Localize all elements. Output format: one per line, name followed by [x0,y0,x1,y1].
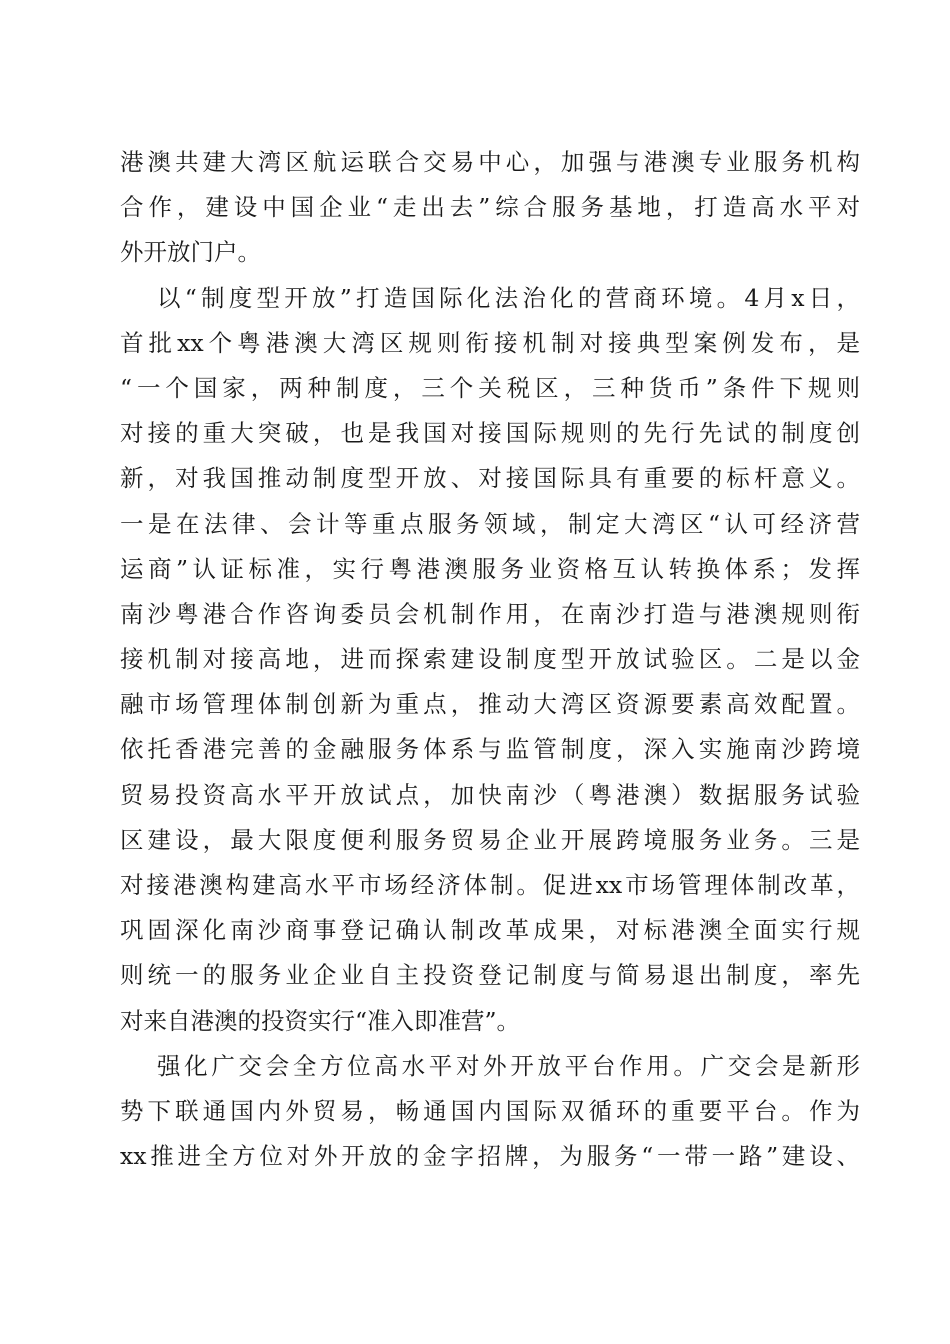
text-line: 势下联通国内外贸易，畅通国内国际双循环的重要平台。作为 [120,1096,860,1125]
body-text [120,140,860,1179]
text-line: 贸易投资高水平开放试点，加快南沙（粤港澳）数据服务试验 [120,780,860,809]
text-line: 巩固深化南沙商事登记确认制改革成果，对标港澳全面实行规 [120,916,860,945]
text-line: 港澳共建大湾区航运联合交易中心，加强与港澳专业服务机构 [120,148,860,176]
text-line: 新，对我国推动制度型开放、对接国际具有重要的标杆意义。 [120,464,860,493]
text-line: 对接的重大突破，也是我国对接国际规则的先行先试的制度创 [120,419,860,448]
text-line: 依托香港完善的金融服务体系与监管制度，深入实施南沙跨境 [120,735,860,764]
text-line: xx推进全方位对外开放的金字招牌，为服务“一带一路”建设、 [120,1142,860,1171]
text-line: 首批xx个粤港澳大湾区规则衔接机制对接典型案例发布，是 [120,328,860,357]
text-line: “一个国家，两种制度，三个关税区，三种货币”条件下规则 [120,373,860,402]
text-line: 融市场管理体制创新为重点，推动大湾区资源要素高效配置。 [120,690,860,719]
text-line: 对接港澳构建高水平市场经济体制。促进xx市场管理体制改革， [120,871,860,899]
text-line: 区建设，最大限度便利服务贸易企业开展跨境服务业务。三是 [120,825,860,854]
text-line: 南沙粤港合作咨询委员会机制作用，在南沙打造与港澳规则衔 [120,599,860,628]
paragraph-heading-line: 强化广交会全方位高水平对外开放平台作用。广交会是新形 [157,1051,860,1080]
text-line: 对来自港澳的投资实行“准入即准营”。 [120,1006,521,1035]
text-line: 接机制对接高地，进而探索建设制度型开放试验区。二是以金 [120,645,860,674]
text-line: 则统一的服务业企业自主投资登记制度与简易退出制度，率先 [120,961,860,990]
text-line: 运商”认证标准，实行粤港澳服务业资格互认转换体系；发挥 [120,554,860,583]
paragraph-heading-line: 以“制度型开放”打造国际化法治化的营商环境。4月x日， [157,283,860,312]
text-line: 合作，建设中国企业“走出去”综合服务基地，打造高水平对 [120,193,860,222]
text-line: 外开放门户。 [120,238,261,267]
text-line: 一是在法律、会计等重点服务领域，制定大湾区“认可经济营 [120,509,860,538]
